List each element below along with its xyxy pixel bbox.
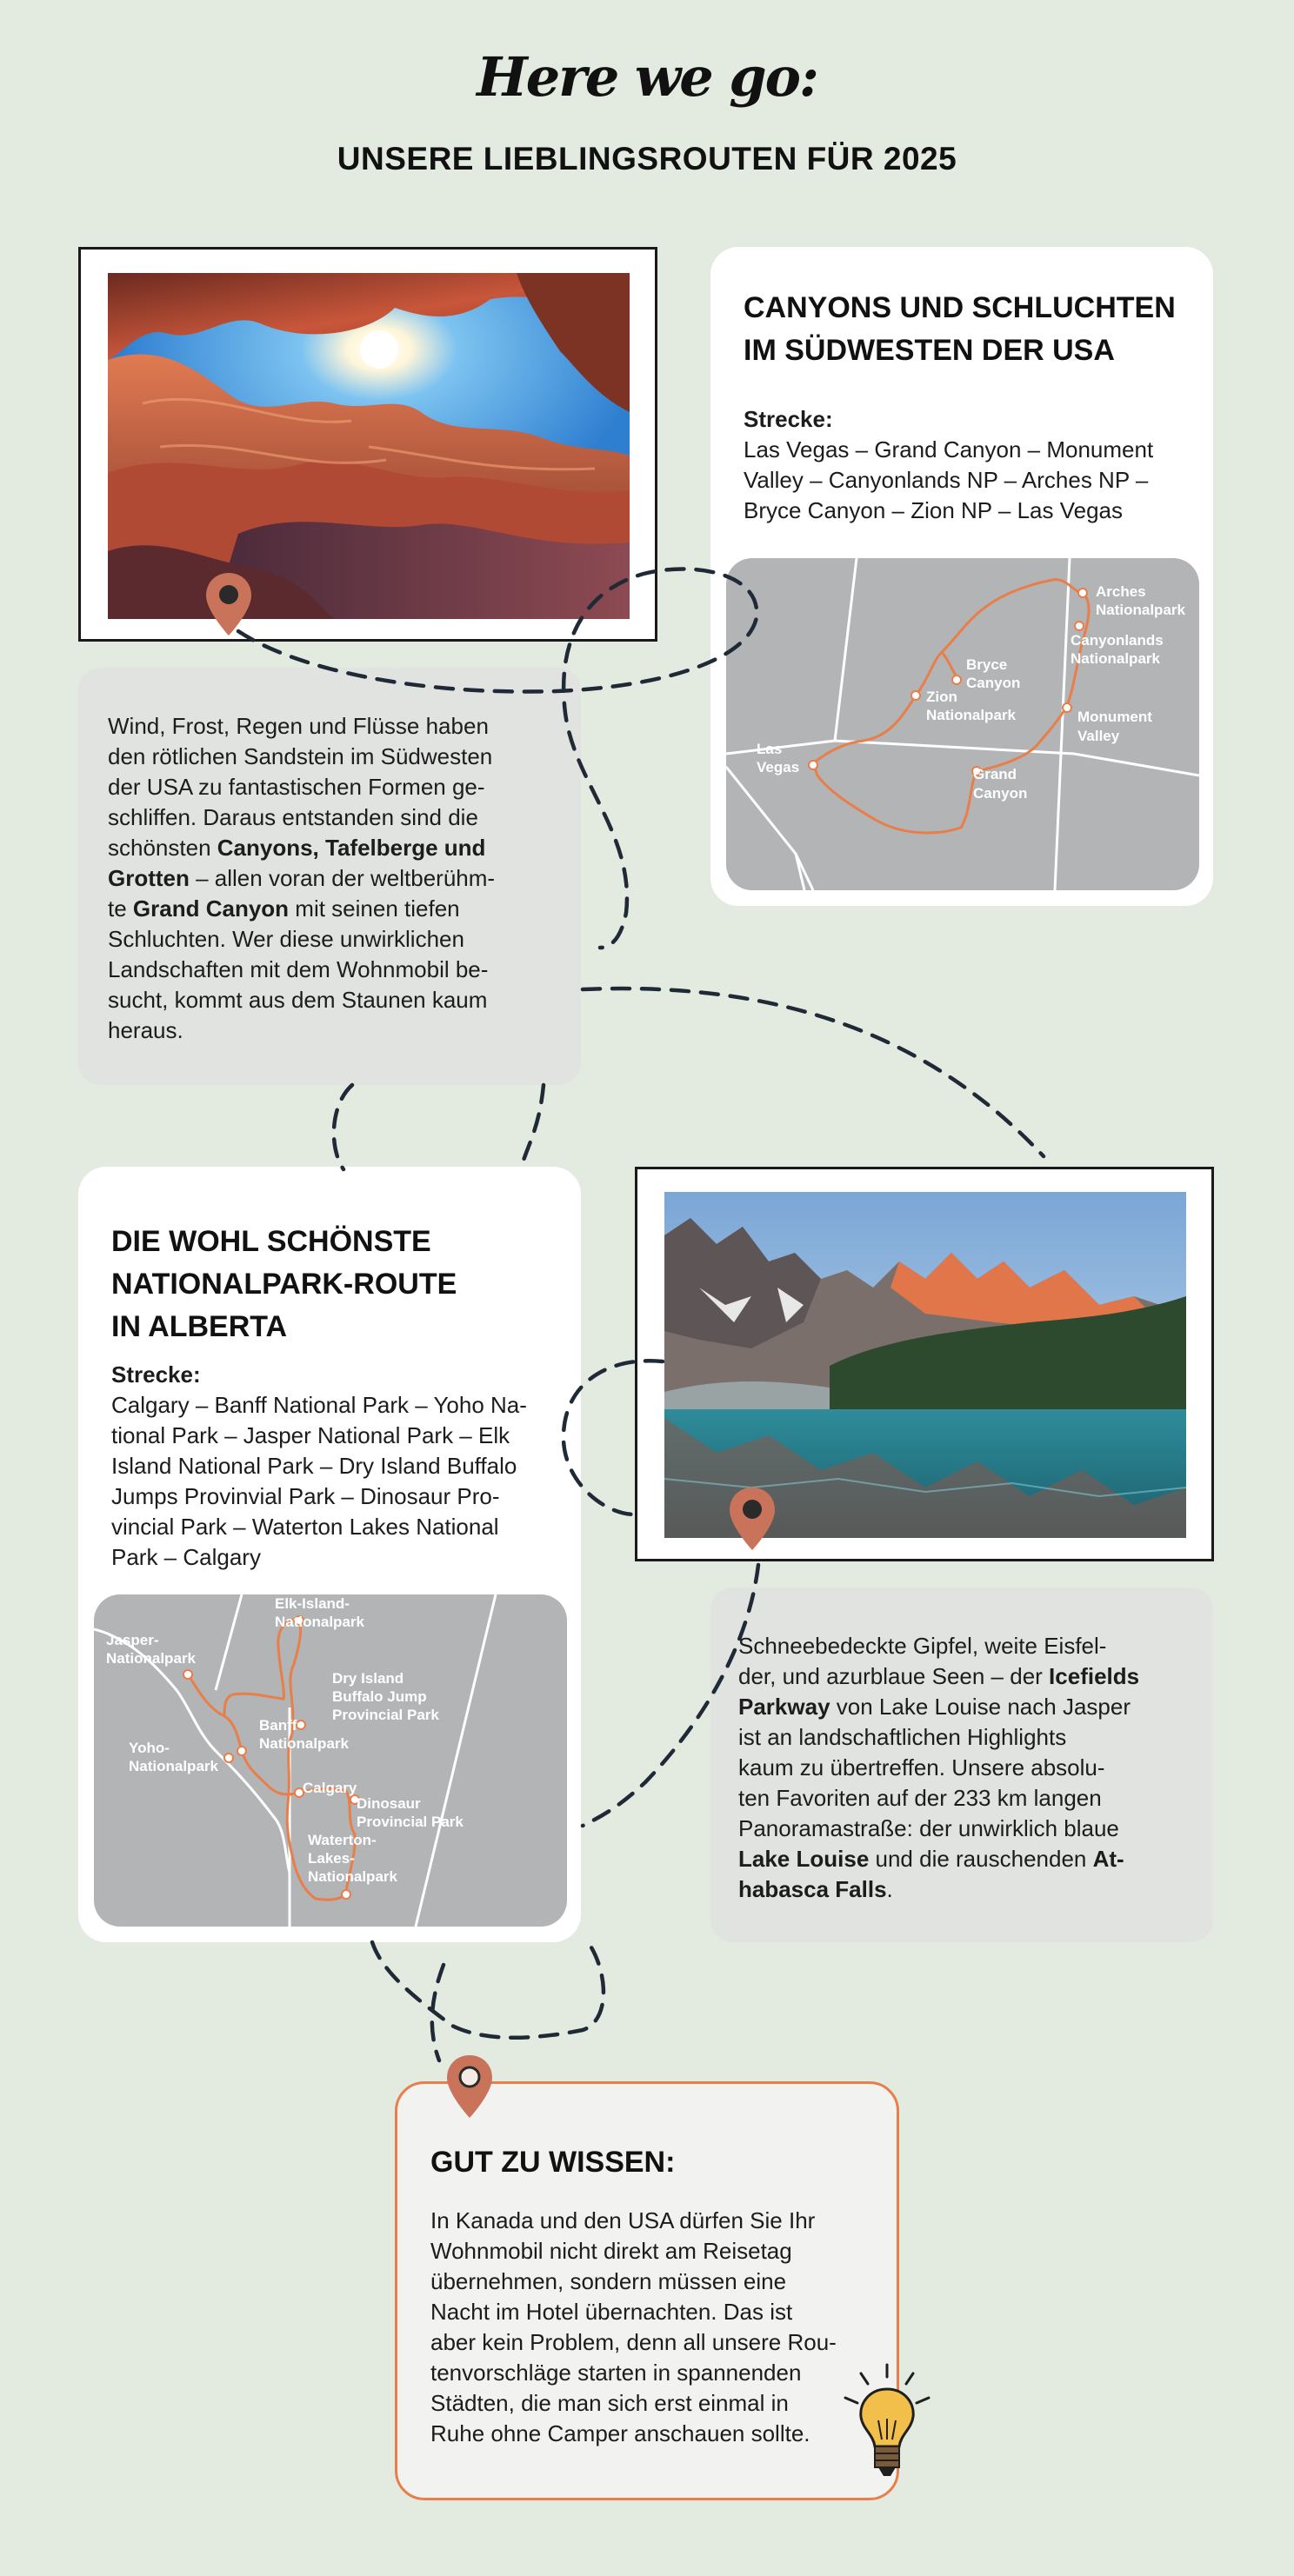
map-label-monument-2: Valley xyxy=(1077,728,1120,744)
route2-text xyxy=(738,1631,1199,1905)
map-label-elk-1: Elk-Island- xyxy=(275,1595,350,1612)
route1-strecke-label: Strecke: xyxy=(744,406,833,432)
route1-text-line: den rötlichen Sandstein im Südwesten xyxy=(108,743,493,769)
map-label-canyonlands-1: Canyonlands xyxy=(1071,632,1164,649)
route1-text-line: der USA zu fantastischen Formen ge- xyxy=(108,774,485,800)
route2-text-fragment: der, und azurblaue Seen – der xyxy=(738,1663,1050,1689)
route2-strecke-line: Jumps Provinvial Park – Dinosaur Pro- xyxy=(111,1483,500,1509)
info-text-line: In Kanada und den USA dürfen Sie Ihr xyxy=(430,2207,816,2233)
location-pin-icon xyxy=(204,571,253,637)
map-label-yoho-1: Yoho- xyxy=(129,1740,170,1756)
page-title: UNSERE LIEBLINGSROUTEN FÜR 2025 xyxy=(337,141,957,176)
canyon-photo xyxy=(108,273,630,619)
route2-text-line xyxy=(738,1692,1199,1722)
location-pin-icon xyxy=(445,2053,494,2120)
route1-text-line: Wind, Frost, Regen und Flüsse haben xyxy=(108,713,489,739)
route2-highlight-icefields: Icefields xyxy=(1049,1663,1140,1689)
route1-highlight-grand-canyon: Grand Canyon xyxy=(132,895,290,922)
lake-photo-frame xyxy=(635,1167,1214,1561)
alberta-route-map-svg xyxy=(94,1594,567,1927)
route1-text-fragment: – allen voran der weltberühm- xyxy=(189,865,496,891)
info-text-line: Wohnmobil nicht direkt am Reisetag xyxy=(430,2238,792,2264)
route2-text-line xyxy=(738,1874,1199,1905)
route2-text-line: Schneebedeckte Gipfel, weite Eisfel- xyxy=(738,1633,1107,1659)
map-label-bryce-2: Canyon xyxy=(966,675,1021,691)
route1-highlight-grotten: Grotten xyxy=(108,865,190,891)
map-label-canyonlands-2: Nationalpark xyxy=(1071,650,1160,667)
route2-text-fragment: von Lake Louise nach Jasper xyxy=(830,1694,1131,1720)
info-text xyxy=(430,2206,883,2449)
route2-text-line: ist an landschaftlichen Highlights xyxy=(738,1724,1067,1750)
route2-text-line: Panoramastraße: der unwirklich blaue xyxy=(738,1815,1119,1841)
route2-strecke-line: Park – Calgary xyxy=(111,1544,261,1570)
map-label-waterton-1: Waterton- xyxy=(308,1832,377,1848)
route2-heading-line1: DIE WOHL SCHÖNSTE xyxy=(111,1225,431,1258)
route1-text-line xyxy=(108,833,569,863)
route2-strecke-line: tional Park – Jasper National Park – Elk xyxy=(111,1422,510,1448)
route2-text-line xyxy=(738,1661,1199,1692)
info-text-line: Städten, die man sich erst einmal in xyxy=(430,2390,789,2416)
route1-strecke-line1: Las Vegas – Grand Canyon – Monument xyxy=(744,436,1154,463)
route2-strecke-label: Strecke: xyxy=(111,1361,201,1388)
map-label-dino-2: Provincial Park xyxy=(357,1814,464,1830)
info-card xyxy=(395,2081,899,2500)
route2-strecke-line: Calgary – Banff National Park – Yoho Na- xyxy=(111,1392,527,1418)
route1-text-line: sucht, kommt aus dem Staunen kaum xyxy=(108,987,488,1013)
route1-heading-line1: CANYONS UND SCHLUCHTEN xyxy=(744,291,1176,324)
route1-strecke-line2: Valley – Canyonlands NP – Arches NP – xyxy=(744,467,1149,493)
info-text-line: Ruhe ohne Camper anschauen sollte. xyxy=(430,2420,810,2446)
canyon-photo-frame xyxy=(78,247,657,642)
map-label-jasper-1: Jasper- xyxy=(106,1632,159,1648)
route1-text xyxy=(108,711,569,1046)
map-label-jasper-2: Nationalpark xyxy=(106,1650,196,1667)
route2-text-fragment: und die rauschenden xyxy=(869,1846,1093,1872)
route1-text-fragment: te xyxy=(108,895,133,922)
map-label-las-vegas-2: Vegas xyxy=(757,759,800,775)
script-title: Here we go: xyxy=(477,45,817,109)
info-text-line: tenvorschläge starten in spannenden xyxy=(430,2360,802,2386)
route1-text-line xyxy=(108,863,569,894)
route1-heading-line2: IM SÜDWESTEN DER USA xyxy=(744,334,1115,367)
info-text-line: aber kein Problem, denn all unsere Rou- xyxy=(430,2329,837,2355)
route2-text-line: ten Favoriten auf der 233 km langen xyxy=(738,1785,1102,1811)
map-label-bryce-1: Bryce xyxy=(966,656,1008,673)
route2-highlight-lake-louise: Lake Louise xyxy=(738,1846,870,1872)
route1-card xyxy=(710,247,1213,906)
map-label-waterton-2: Lakes- xyxy=(308,1850,355,1867)
route1-text-line: Schluchten. Wer diese unwirklichen xyxy=(108,926,464,952)
route2-card xyxy=(78,1167,581,1942)
info-title: GUT ZU WISSEN: xyxy=(430,2146,676,2179)
route1-description-card xyxy=(78,668,581,1085)
map-label-calgary: Calgary xyxy=(303,1780,357,1796)
route1-text-fragment: schönsten xyxy=(108,835,217,861)
route2-text-fragment: . xyxy=(886,1876,893,1902)
map-label-dino-1: Dinosaur xyxy=(357,1795,421,1812)
route2-strecke-line: Island National Park – Dry Island Buffalo xyxy=(111,1453,517,1479)
route2-strecke xyxy=(111,1390,572,1573)
usa-route-map-svg xyxy=(726,558,1199,890)
info-text-line: Nacht im Hotel übernachten. Das ist xyxy=(430,2299,793,2325)
route2-heading-line2: NATIONALPARK-ROUTE xyxy=(111,1268,457,1301)
map-label-yoho-2: Nationalpark xyxy=(129,1758,218,1774)
route1-text-line: Landschaften mit dem Wohnmobil be- xyxy=(108,956,489,982)
map-label-dry-1: Dry Island xyxy=(332,1670,404,1687)
route2-highlight-parkway: Parkway xyxy=(738,1694,830,1720)
route2-strecke-line: vincial Park – Waterton Lakes National xyxy=(111,1514,499,1540)
route2-heading-line3: IN ALBERTA xyxy=(111,1310,288,1343)
route1-strecke-line3: Bryce Canyon – Zion NP – Las Vegas xyxy=(744,497,1123,523)
route1-text-line: heraus. xyxy=(108,1017,183,1043)
route1-text-line: schliffen. Daraus entstanden sind die xyxy=(108,804,478,830)
route2-text-line: kaum zu übertreffen. Unsere absolu- xyxy=(738,1754,1105,1781)
usa-route-map xyxy=(726,558,1199,890)
map-label-dry-3: Provincial Park xyxy=(332,1707,439,1723)
alberta-route-map xyxy=(94,1594,567,1927)
route1-text-fragment: mit seinen tiefen xyxy=(289,895,460,922)
route2-text-line xyxy=(738,1844,1199,1874)
map-label-zion-2: Nationalpark xyxy=(926,707,1016,723)
map-label-monument-1: Monument xyxy=(1077,709,1152,725)
route1-text-line xyxy=(108,894,569,924)
route2-description-card xyxy=(710,1588,1213,1942)
map-label-grand-1: Grand xyxy=(973,766,1017,782)
location-pin-icon xyxy=(728,1486,777,1552)
map-label-dry-2: Buffalo Jump xyxy=(332,1688,427,1705)
map-label-arches-2: Nationalpark xyxy=(1096,602,1185,618)
route2-highlight-athabasca-2: habasca Falls xyxy=(738,1876,887,1902)
lightbulb-icon xyxy=(835,2360,939,2490)
route2-highlight-athabasca-1: At- xyxy=(1092,1846,1124,1872)
map-label-arches-1: Arches xyxy=(1096,583,1146,600)
map-label-las-vegas-1: Las xyxy=(757,741,783,757)
map-label-elk-2: Nationalpark xyxy=(275,1614,364,1630)
map-label-zion-1: Zion xyxy=(926,689,957,705)
map-label-grand-2: Canyon xyxy=(973,785,1028,802)
map-label-waterton-3: Nationalpark xyxy=(308,1868,397,1885)
map-label-banff-2: Nationalpark xyxy=(259,1735,349,1752)
info-text-line: übernehmen, sondern müssen eine xyxy=(430,2268,787,2294)
map-label-banff-1: Banff- xyxy=(259,1717,303,1734)
route1-highlight-canyons: Canyons, Tafelberge und xyxy=(217,835,486,861)
